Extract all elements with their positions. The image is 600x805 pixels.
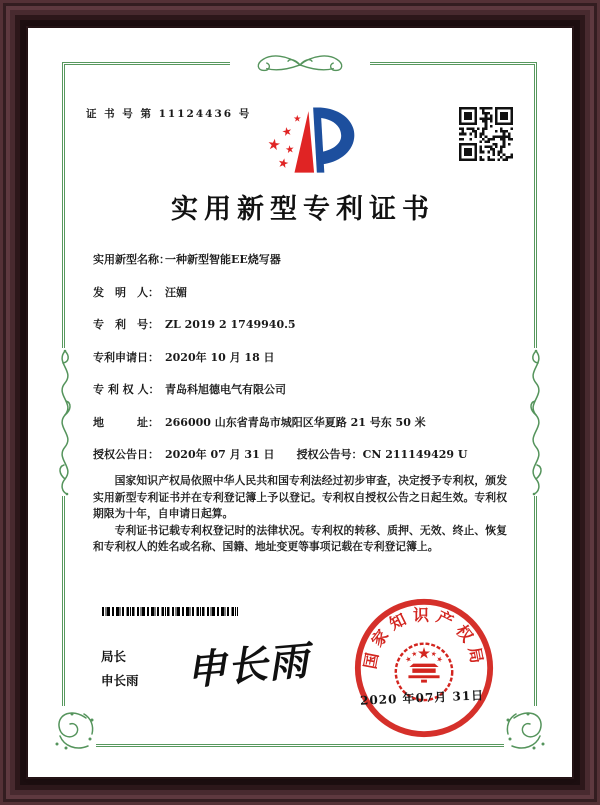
field-label: 发 明 人： — [93, 285, 159, 299]
field-value: 青岛科旭德电气有限公司 — [165, 383, 286, 396]
cnipa-patent-logo — [258, 100, 358, 182]
field-value: 一种新型智能EE烧写器 — [165, 253, 281, 266]
seal-date: 2020 年07月 31日 — [359, 688, 485, 708]
barcode — [102, 607, 238, 616]
qr-code-icon — [459, 107, 513, 161]
field-value-grant-no: CN 211149429 U — [362, 448, 468, 461]
field-label: 授权公告日： — [93, 448, 159, 461]
field-label: 专 利 权 人： — [93, 383, 160, 396]
legal-paragraph-2: 专利证书记载专利权登记时的法律状况。专利权的转移、质押、无效、终止、恢复和专利权人的姓名或名称、国籍、地址变更等事项记载在专利登记簿上。 — [93, 523, 507, 553]
field-label-grant-no: 授权公告号： — [296, 448, 363, 461]
field-value: 2020年 10 月 18 日 — [165, 350, 275, 364]
svg-text:国家知识产权局 — [360, 605, 487, 670]
field-value: ZL 2019 2 1749940.5 — [165, 318, 296, 331]
legal-paragraph-1: 国家知识产权局依照中华人民共和国专利法经过初步审查，决定授予专利权，颁发实用新型专利证书并在专利登记簿上予以登记。专利权自授权公告之日起生效。专利权期限为十年，自申请日起算。 — [93, 474, 507, 520]
fields — [93, 252, 532, 462]
patent-p-logo-icon — [258, 100, 358, 182]
field-value: 266000 山东省青岛市城阳区华夏路 21 号东 50 米 — [165, 415, 426, 429]
certificate-number: 证 书 号 第 11124436 号 — [86, 108, 252, 120]
commissioner-signature: 申长雨 — [184, 637, 312, 695]
commissioner-name: 申长雨 — [101, 673, 139, 688]
field-row-name — [93, 252, 532, 267]
official-seal — [352, 596, 496, 740]
field-row-patent-no — [93, 317, 532, 332]
field-value: 2020年 07 月 31 日 — [165, 448, 275, 461]
field-row-patentee — [93, 382, 532, 397]
field-value: 汪媚 — [165, 285, 187, 299]
field-row-grant — [93, 447, 532, 462]
field-label: 地 址： — [93, 415, 159, 429]
commissioner-title: 局长 — [101, 649, 127, 664]
seal-arc-text: 国家知识产权局 — [360, 605, 488, 671]
field-label: 专 利 号： — [93, 318, 159, 331]
field-row-inventor — [93, 285, 532, 300]
qr-code — [459, 107, 513, 161]
field-row-filing-date — [93, 350, 532, 365]
cnipa-seal-icon — [352, 596, 496, 740]
commissioner-block — [101, 645, 139, 693]
field-label: 实用新型名称： — [93, 253, 170, 266]
field-label: 专利申请日： — [93, 350, 159, 364]
field-row-address — [93, 415, 532, 430]
certificate-title: 实用新型专利证书 — [171, 194, 435, 225]
legal-text — [93, 473, 507, 556]
